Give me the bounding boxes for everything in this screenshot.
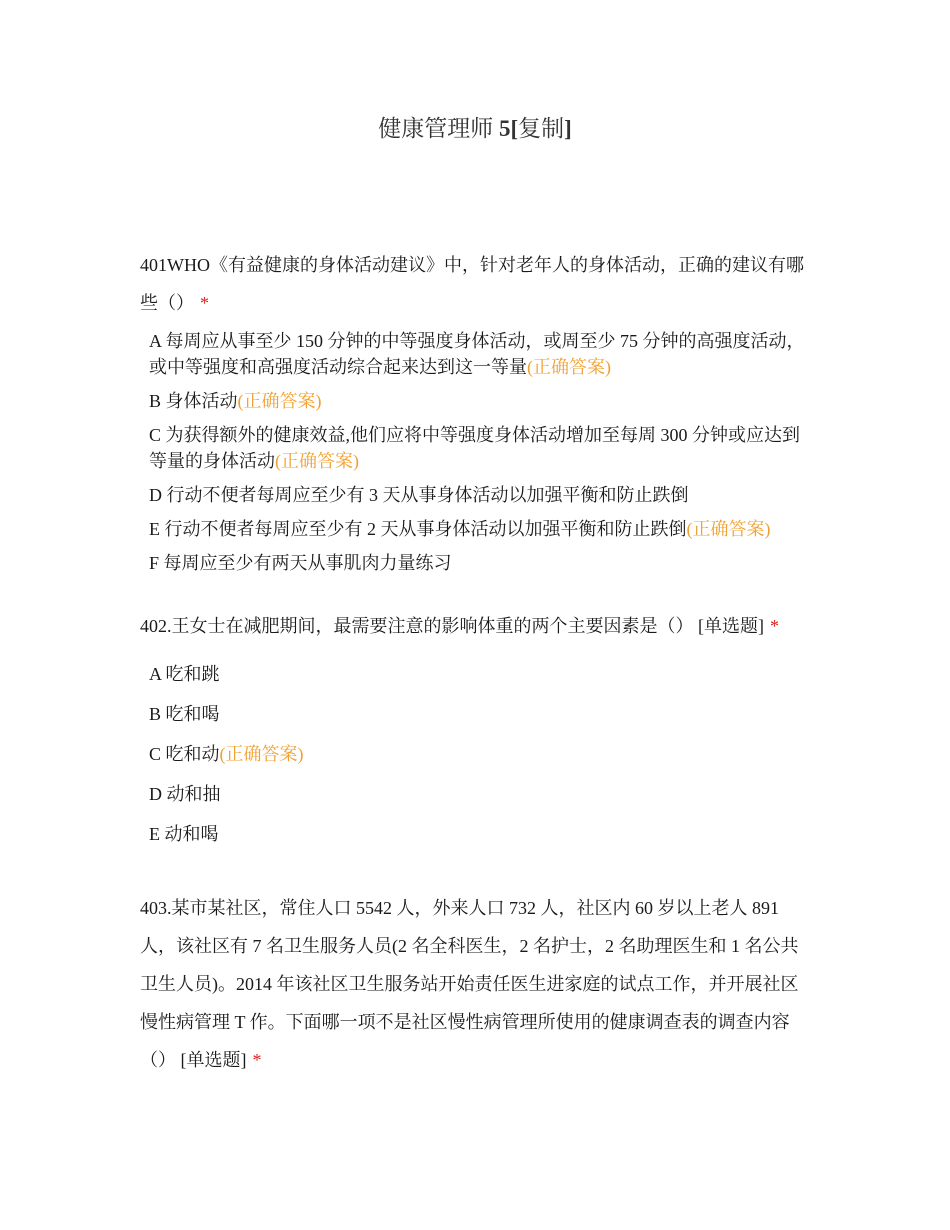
question-401 bbox=[140, 246, 810, 584]
option-label: A 每周应从事至少 150 分钟的中等强度身体活动，或周至少 75 分钟的高强度活动，或中等强度和高强度活动综合起来达到这一等量 bbox=[149, 331, 805, 377]
option-label: A 吃和跳 bbox=[149, 664, 220, 684]
page-title bbox=[0, 110, 950, 143]
option-c[interactable] bbox=[149, 741, 809, 767]
question-text bbox=[140, 246, 810, 322]
required-star: * bbox=[770, 616, 779, 636]
correct-answer-tag: (正确答案) bbox=[275, 451, 359, 471]
option-e[interactable] bbox=[149, 821, 809, 847]
title-prefix: 健康管理师 bbox=[378, 116, 499, 141]
option-label: E 行动不便者每周应至少有 2 天从事身体活动以加强平衡和防止跌倒 bbox=[149, 519, 687, 539]
question-402-text: 402.王女士在减肥期间，最需要注意的影响体重的两个主要因素是（） [单选题] bbox=[140, 616, 764, 636]
option-a[interactable] bbox=[149, 328, 809, 380]
option-label: E 动和喝 bbox=[149, 824, 219, 844]
option-label: B 吃和喝 bbox=[149, 704, 220, 724]
required-star: * bbox=[252, 1050, 262, 1070]
title-middle: 复制 bbox=[518, 116, 565, 141]
option-label: F 每周应至少有两天从事肌肉力量练习 bbox=[149, 553, 452, 573]
option-d[interactable] bbox=[149, 482, 809, 508]
question-401-text: 401WHO《有益健康的身体活动建议》中，针对老年人的身体活动，正确的建议有哪些（） bbox=[140, 255, 804, 313]
correct-answer-tag: (正确答案) bbox=[219, 744, 304, 764]
required-star: * bbox=[200, 293, 209, 313]
option-d[interactable] bbox=[149, 781, 809, 807]
correct-answer-tag: (正确答案) bbox=[686, 519, 771, 539]
option-label: D 行动不便者每周应至少有 3 天从事身体活动以加强平衡和防止跌倒 bbox=[149, 485, 689, 505]
option-label: C 为获得额外的健康效益,他们应将中等强度身体活动增加至每周 300 分钟或应达到等量的身体活动 bbox=[149, 425, 801, 471]
title-bold: 5[ bbox=[498, 116, 519, 141]
option-b[interactable] bbox=[149, 701, 809, 727]
option-b[interactable] bbox=[149, 388, 809, 414]
question-403 bbox=[140, 889, 810, 1079]
correct-answer-tag: (正确答案) bbox=[527, 357, 611, 377]
options-list bbox=[140, 661, 810, 847]
option-e[interactable] bbox=[149, 516, 809, 542]
option-label: B 身体活动 bbox=[149, 391, 238, 411]
option-c[interactable] bbox=[149, 422, 809, 474]
option-label: D 动和抽 bbox=[149, 784, 221, 804]
options-list bbox=[140, 328, 810, 576]
question-402 bbox=[140, 607, 810, 861]
option-f[interactable] bbox=[149, 550, 809, 576]
question-text bbox=[140, 889, 810, 1079]
question-text bbox=[140, 607, 810, 645]
correct-answer-tag: (正确答案) bbox=[237, 391, 322, 411]
option-a[interactable] bbox=[149, 661, 809, 687]
question-403-text: 403.某市某社区，常住人口 5542 人，外来人口 732 人，社区内 60 岁以上老人 891 人，该社区有 7 名卫生服务人员(2 名全科医生，2 名护士，2 名助理医生和 1 名公共卫生人员)。2014 年该社区卫生服务站开始责任医生进家庭的试点工作，并开展社区慢性病管理 T 作。下面哪一项不是社区慢性病管理所使用的健康调查表的调查内容（） [单选题] bbox=[140, 898, 799, 1070]
title-suffix: ] bbox=[564, 116, 572, 141]
option-label: C 吃和动 bbox=[149, 744, 220, 764]
